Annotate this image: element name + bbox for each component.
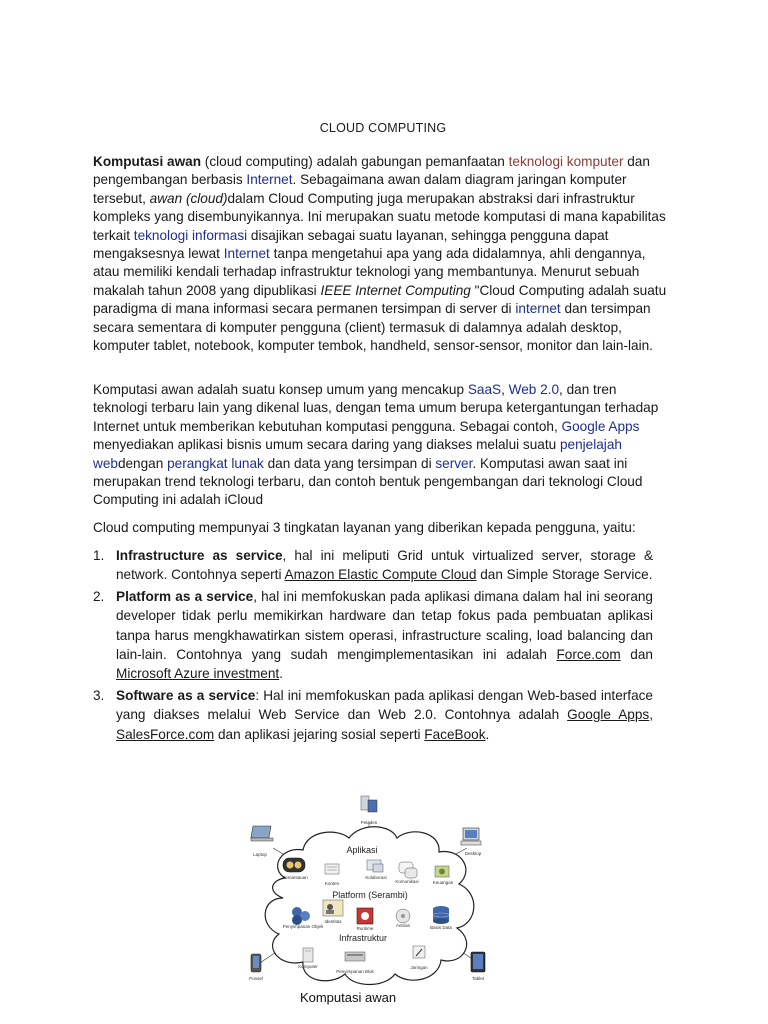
text: disajikan sebagai suatu layanan, sehingga pengguna dapat mengaksesnya lewat bbox=[93, 227, 609, 262]
laptop-icon bbox=[251, 826, 273, 841]
link-teknologi-komputer[interactable]: teknologi komputer bbox=[508, 154, 624, 169]
link-internet-3[interactable]: internet bbox=[515, 301, 561, 317]
runtime-icon bbox=[357, 908, 373, 924]
network-icon bbox=[413, 946, 425, 958]
list-item bbox=[93, 587, 653, 684]
layer-label-platform: Platform (Serambi) bbox=[332, 890, 408, 900]
item-label: Kolaborasi bbox=[365, 875, 387, 880]
list-number: 2. bbox=[93, 588, 105, 604]
item-label: Pemantauan bbox=[282, 875, 308, 880]
database-icon bbox=[433, 906, 449, 924]
item-label: Identitas bbox=[324, 919, 342, 924]
text: . bbox=[279, 666, 283, 682]
link-teknologi-informasi[interactable]: teknologi informasi bbox=[133, 227, 248, 243]
text: . bbox=[485, 726, 490, 742]
link-amazon-ec2[interactable]: Amazon Elastic Compute Cloud bbox=[284, 567, 477, 583]
diagram-caption: Komputasi awan bbox=[299, 990, 397, 1005]
text: dalam Cloud Computing juga merupakan abstraksi dari infrastruktur kompleks yang disembunyikannya. Ini merupakan suatu metode komputasi di mana kapabilitas terkait bbox=[93, 190, 666, 243]
link-internet-2[interactable]: Internet bbox=[223, 246, 270, 262]
text: Komputasi awan adalah suatu konsep umum yang mencakup bbox=[93, 382, 468, 397]
text: dan aplikasi jejaring sosial seperti bbox=[214, 726, 425, 742]
device-label: Peladen bbox=[360, 820, 378, 825]
phone-icon bbox=[251, 954, 261, 972]
text: dan pengembangan berbasis bbox=[93, 154, 650, 188]
text: dengan bbox=[117, 455, 168, 471]
list-item bbox=[93, 546, 653, 585]
item-label: Jaringan bbox=[410, 965, 428, 970]
text: dan tersimpan secara sementara di komputer pengguna (client) termasuk di dalamnya adalah desktop, komputer tablet, notebook, komputer tembok, handheld, sensor-sensor, monitor dan lain-lain. bbox=[93, 301, 653, 354]
text: dan bbox=[620, 647, 653, 663]
identity-icon bbox=[323, 900, 343, 916]
link-microsoft-azure[interactable]: Microsoft Azure investment bbox=[116, 666, 280, 682]
paragraph-concept bbox=[93, 381, 673, 510]
device-label: Tablet bbox=[471, 976, 485, 981]
paragraph-intro bbox=[93, 153, 673, 355]
item-label: Komunikasi bbox=[395, 879, 419, 884]
text: menyediakan aplikasi bisnis umum secara daring yang diakses melalui suatu bbox=[93, 437, 560, 453]
content-icon bbox=[325, 864, 339, 874]
link-penjelajah-web[interactable]: penjelajah web bbox=[93, 437, 622, 471]
item-label: Antrian bbox=[395, 923, 411, 928]
device-label: Laptop bbox=[253, 852, 267, 857]
link-saas[interactable]: SaaS bbox=[467, 382, 502, 397]
link-internet[interactable]: Internet bbox=[246, 172, 293, 188]
text: tanpa mengetahui apa yang ada didalamnya, ahli dengannya, atau memiliki kendali terhadap infrastruktur teknologi yang membantunya. Menurut sebuah makalah tahun 2008 yang dipublikasi bbox=[93, 246, 646, 298]
block-storage-icon bbox=[345, 952, 365, 961]
list-item bbox=[93, 686, 653, 744]
item-label: Basis Data bbox=[430, 925, 452, 930]
text: , bbox=[501, 382, 509, 397]
service-name: Infrastructure as service bbox=[116, 548, 283, 563]
queue-icon bbox=[396, 909, 410, 923]
text: . Sebagaimana awan dalam diagram jaringan komputer tersebut, bbox=[93, 172, 627, 206]
item-label: Konten bbox=[324, 881, 340, 886]
server-icon bbox=[361, 796, 377, 812]
text: (cloud computing) adalah gabungan pemanfaatan bbox=[201, 154, 509, 169]
term-komputasi-awan: Komputasi awan bbox=[93, 154, 202, 169]
link-salesforce[interactable]: SalesForce.com bbox=[116, 726, 215, 742]
cloud-computing-diagram bbox=[245, 790, 495, 1020]
desktop-icon bbox=[461, 828, 481, 845]
item-label: Komputer bbox=[298, 964, 318, 969]
text: dan Simple Storage Service. bbox=[476, 567, 653, 583]
finance-icon bbox=[435, 866, 449, 877]
item-label: Keuangan bbox=[432, 880, 454, 885]
monitoring-icon bbox=[283, 858, 305, 872]
link-perangkat-lunak[interactable]: perangkat lunak bbox=[167, 455, 264, 471]
term-awan-cloud: awan (cloud) bbox=[149, 190, 228, 206]
item-label: Penyimpanan Objek bbox=[282, 924, 324, 929]
link-server[interactable]: server bbox=[435, 455, 473, 471]
collaboration-icon bbox=[367, 860, 383, 872]
text: , hal ini memfokuskan pada aplikasi dimana dalam hal ini seorang developer tidak perlu memikirkan hardware dan tetap fokus pada pembuatan aplikasi tanpa harus mengkhawatirkan sistem operasi, infrastructure scaling, load balancing dan lain-lain. Contohnya yang sudah mengimplementasikan ini adalah bbox=[116, 588, 653, 663]
computer-icon bbox=[303, 948, 313, 962]
link-web-2[interactable]: Web 2.0 bbox=[508, 382, 560, 397]
link-google-apps[interactable]: Google Apps bbox=[561, 418, 640, 434]
device-label: Desktop bbox=[464, 851, 482, 856]
link-force-com[interactable]: Force.com bbox=[556, 647, 621, 663]
text: , bbox=[649, 707, 653, 723]
text: "Cloud Computing adalah suatu paradigma di mana informasi secara permanen tersimpan di server di bbox=[93, 282, 667, 317]
text: , hal ini meliputi Grid untuk virtualized server, storage & network. Contohnya seperti bbox=[116, 548, 654, 583]
layer-label-aplikasi: Aplikasi bbox=[346, 845, 378, 855]
term-ieee-internet-computing: IEEE Internet Computing bbox=[320, 282, 471, 298]
text: dan data yang tersimpan di bbox=[263, 455, 436, 471]
list-number: 1. bbox=[93, 548, 105, 563]
text: : Hal ini memfokuskan pada aplikasi dengan Web-based interface yang diakses melalui Web Service dan Web 2.0. Contohnya adalah bbox=[116, 687, 653, 723]
layer-label-infrastruktur: Infrastruktur bbox=[338, 933, 388, 943]
service-name: Software as a service bbox=[116, 687, 256, 703]
service-list bbox=[93, 546, 653, 746]
item-label: Penyimpanan Blok bbox=[336, 969, 374, 974]
service-name: Platform as a service bbox=[116, 588, 254, 604]
list-number: 3. bbox=[93, 687, 105, 703]
device-label: Ponsel bbox=[249, 976, 263, 981]
text: , dan tren teknologi terbaru lain yang dikenal luas, dengan tema umum berupa ketergantungan terhadap Internet untuk memberikan kebutuhan komputasi pengguna. Sebagai contoh, bbox=[93, 382, 659, 434]
item-label: Runtime bbox=[356, 926, 374, 931]
text: . Komputasi awan saat ini merupakan trend teknologi terbaru, dan contoh bentuk pengembangan dari teknologi Cloud Computing ini adalah iCloud bbox=[93, 455, 643, 508]
page-title: CLOUD COMPUTING bbox=[319, 121, 447, 135]
paragraph-levels: Cloud computing mempunyai 3 tingkatan layanan yang diberikan kepada pengguna, yaitu: bbox=[93, 520, 636, 535]
link-facebook[interactable]: FaceBook bbox=[424, 726, 486, 742]
tablet-icon bbox=[471, 952, 485, 972]
link-google-apps-2[interactable]: Google Apps bbox=[567, 707, 650, 723]
